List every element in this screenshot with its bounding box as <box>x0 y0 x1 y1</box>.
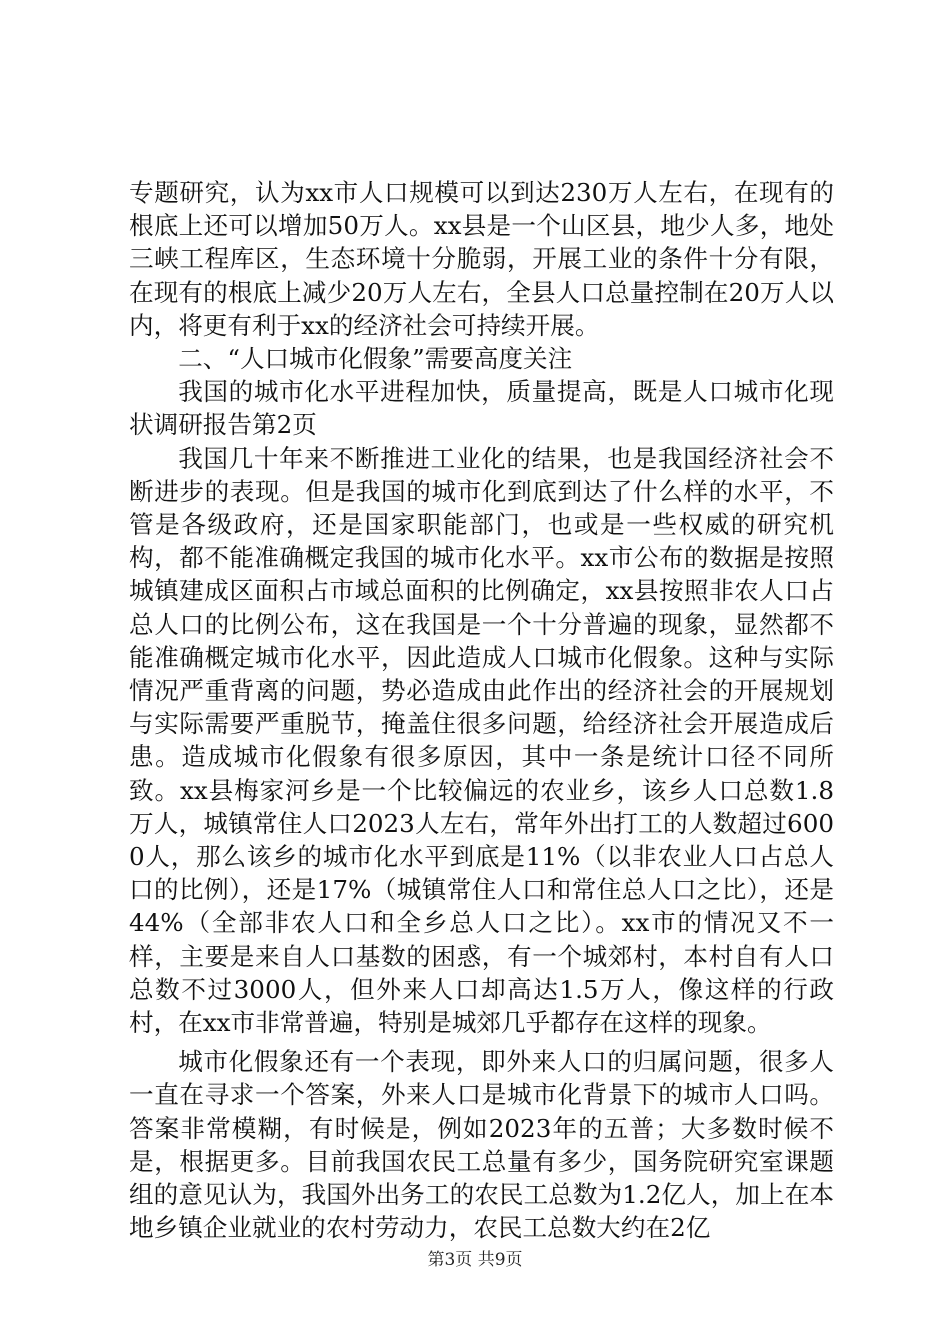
document-body <box>129 176 834 1245</box>
page-number-footer: 第3页 共9页 <box>427 1250 523 1270</box>
paragraph: 城市化假象还有一个表现，即外来人口的归属问题，很多人一直在寻求一个答案，外来人口是城市化背景下的城市人口吗。答案非常模糊，有时候是，例如2023年的五普；大多数时候不是，根据更多。目前我国农民工总量有多少，国务院研究室课题组的意见认为，我国外出务工的农民工总数为1.2亿人，加上在本地乡镇企业就业的农村劳动力，农民工总数大约在2亿 <box>129 1047 834 1243</box>
paragraph-continued: 专题研究，认为xx市人口规模可以到达230万人左右，在现有的根底上还可以增加50万人。xx县是一个山区县，地少人多，地处三峡工程库区，生态环境十分脆弱，开展工业的条件十分有限，在现有的根底上减少20万人左右，全县人口总量控制在20万人以内，将更有利于xx的经济社会可持续开展。 <box>129 178 834 340</box>
paragraph: 我国几十年来不断推进工业化的结果，也是我国经济社会不断进步的表现。但是我国的城市化到底到达了什么样的水平，不管是各级政府，还是国家职能部门，也或是一些权威的研究机构，都不能准确概定我国的城市化水平。xx市公布的数据是按照城镇建成区面积占市域总面积的比例确定，xx县按照非农人口占总人口的比例公布，这在我国是一个十分普遍的现象，显然都不能准确概定城市化水平，因此造成人口城市化假象。这种与实际情况严重背离的问题，势必造成由此作出的经济社会的开展规划与实际需要严重脱节，掩盖住很多问题，给经济社会开展造成后患。造成城市化假象有很多原因，其中一条是统计口径不同所致。xx县梅家河乡是一个比较偏远的农业乡，该乡人口总数1.8万人，城镇常住人口2023人左右，常年外出打工的人数超过6000人，那么该乡的城市化水平到底是11%（以非农业人口占总人口的比例），还是17%（城镇常住人口和常住总人口之比），还是44%（全部非农人口和全乡总人口之比）。xx市的情况又不一样，主要是来自人口基数的困惑，有一个城郊村，本村自有人口总数不过3000人，但外来人口却高达1.5万人，像这样的行政村，在xx市非常普遍，特别是城郊几乎都存在这样的现象。 <box>129 443 834 1038</box>
paragraph: 我国的城市化水平进程加快，质量提高，既是人口城市化现状调研报告第2页 <box>129 377 834 440</box>
section-heading: 二、“人口城市化假象”需要高度关注 <box>178 344 573 374</box>
